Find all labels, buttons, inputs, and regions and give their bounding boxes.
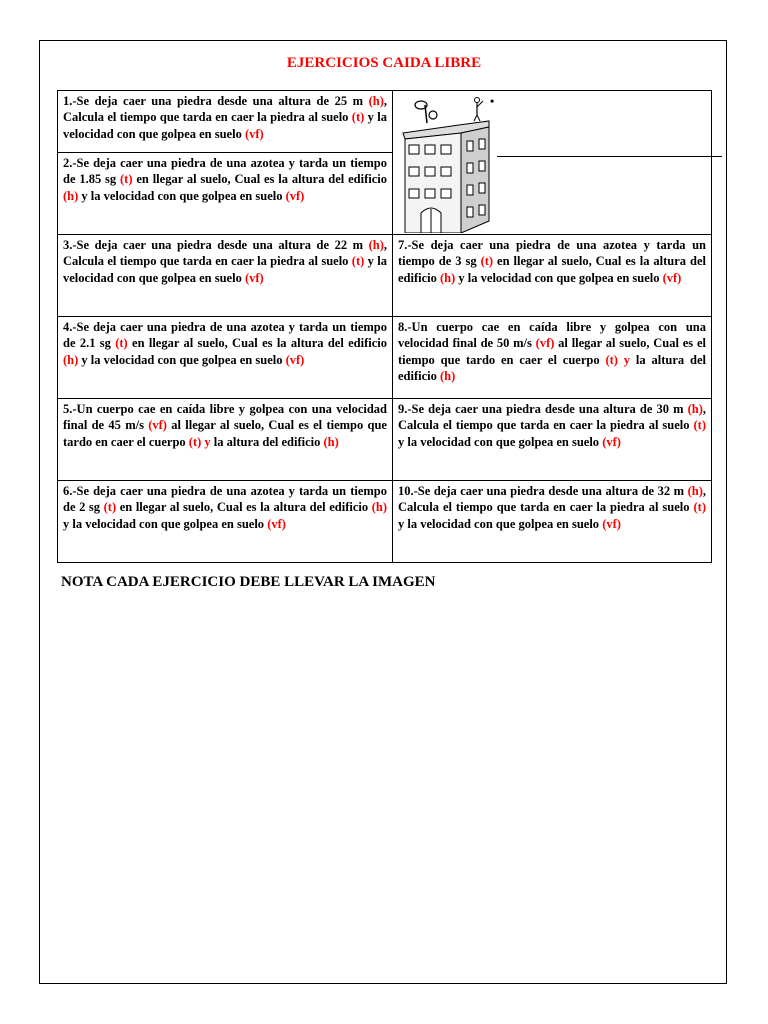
exercise-text: y la velocidad con que golpea en suelo (78, 352, 286, 367)
exercise-text: y la velocidad con que golpea en suelo (63, 110, 387, 141)
variable-symbol: (h) (323, 434, 339, 449)
exercise-text: y la velocidad con que golpea en suelo (398, 516, 603, 531)
exercise-text: 7.-Se deja caer una piedra de una azotea y tarda un tiempo de 3 sg (398, 238, 706, 269)
variable-symbol: (t) (351, 110, 365, 125)
exercise-2 (58, 153, 393, 235)
exercise-9 (393, 399, 712, 481)
exercise-10 (393, 481, 712, 563)
exercise-text: 3.-Se deja caer una piedra desde una altura de 22 m (63, 238, 369, 252)
bullet-mark: • (490, 94, 495, 108)
exercise-text: 10.-Se deja caer una piedra desde una altura de 32 m (398, 484, 688, 498)
variable-symbol: (vf) (244, 270, 264, 285)
exercise-text: y la velocidad con que golpea en suelo (63, 254, 387, 285)
page-title: EJERCICIOS CAIDA LIBRE (286, 55, 482, 71)
variable-symbol: (h) (63, 188, 79, 203)
variable-symbol: (vf) (602, 516, 621, 531)
exercise-6 (58, 481, 393, 563)
variable-symbol: (t) (115, 336, 128, 351)
exercise-text: la altura del edificio (210, 434, 324, 449)
variable-symbol: (t) y (188, 434, 211, 449)
variable-symbol: (h) (440, 270, 456, 285)
exercise-1 (58, 91, 393, 153)
variable-symbol: (vf) (285, 188, 305, 203)
exercise-text: 5.-Un cuerpo cae en caída libre y golpea con una velocidad final de 45 m/s (63, 402, 387, 433)
exercise-text: y la velocidad con que golpea en suelo (455, 270, 663, 285)
variable-symbol: (vf) (244, 126, 264, 141)
exercise-text: en llegar al suelo, Cual es la altura del edificio (116, 500, 372, 515)
divider-line (497, 156, 722, 157)
exercise-text: 1.-Se deja caer una piedra desde una altura de 25 m (63, 94, 369, 108)
exercise-3 (58, 235, 393, 317)
exercise-text: 6.-Se deja caer una piedra de una azotea y tarda un tiempo de 2 sg (63, 484, 387, 515)
exercise-text: al llegar al suelo, Cual es el tiempo que tardo en caer el cuerpo (398, 336, 706, 367)
exercise-text: y la velocidad con que golpea en suelo (63, 516, 268, 531)
note-text: NOTA CADA EJERCICIO DEBE LLEVAR LA IMAGEN (61, 574, 436, 590)
variable-symbol: (h) (440, 369, 456, 384)
exercise-5 (58, 399, 393, 481)
variable-symbol: (t) (351, 254, 365, 269)
variable-symbol: (t) (693, 418, 706, 433)
exercise-7 (393, 235, 712, 317)
variable-symbol: (t) (120, 172, 133, 187)
exercise-text: en llegar al suelo, Cual es la altura del edificio (127, 336, 387, 351)
exercise-text: y la velocidad con que golpea en suelo (398, 434, 603, 449)
exercise-8 (393, 317, 712, 399)
exercise-text: y la velocidad con que golpea en suelo (78, 188, 286, 203)
variable-symbol: (h) (63, 352, 79, 367)
exercise-text: , Calcula el tiempo que tarda en caer la piedra al suelo (63, 94, 387, 125)
variable-symbol: (vf) (662, 270, 682, 285)
variable-symbol: (h) (368, 238, 384, 252)
variable-symbol: (vf) (267, 516, 286, 531)
variable-symbol: (t) (480, 254, 494, 269)
exercise-text: en llegar al suelo, Cual es la altura del edificio (398, 254, 707, 285)
variable-symbol: (h) (368, 94, 384, 108)
exercise-4 (58, 317, 393, 399)
exercise-text: 8.-Un cuerpo cae en caída libre y golpea con una velocidad final de 50 m/s (398, 320, 706, 351)
variable-symbol: (h) (687, 484, 703, 498)
variable-symbol: (vf) (602, 434, 621, 449)
variable-symbol: (vf) (535, 336, 555, 351)
image-cell (393, 91, 712, 235)
variable-symbol: (t) (103, 500, 117, 515)
exercise-table (57, 90, 712, 563)
exercise-text: la altura del edificio (398, 352, 706, 384)
variable-symbol: (t) y (605, 352, 631, 367)
exercise-text: , Calcula el tiempo que tarda en caer la piedra al suelo (398, 402, 706, 433)
variable-symbol: (h) (687, 402, 703, 416)
exercise-text: , Calcula el tiempo que tarda en caer la piedra al suelo (398, 484, 706, 515)
exercise-text: 2.-Se deja caer una piedra de una azotea y tarda un tiempo de 1.85 sg (63, 156, 387, 187)
exercise-text: en llegar al suelo, Cual es la altura del edificio (132, 172, 387, 187)
variable-symbol: (vf) (285, 352, 305, 367)
variable-symbol: (vf) (148, 418, 167, 433)
variable-symbol: (h) (371, 500, 387, 515)
exercise-text: , Calcula el tiempo que tarda en caer la piedra al suelo (63, 238, 387, 269)
variable-symbol: (t) (693, 500, 706, 515)
exercise-text: al llegar al suelo, Cual es el tiempo que tardo en caer el cuerpo (63, 418, 387, 449)
exercise-text: 4.-Se deja caer una piedra de una azotea y tarda un tiempo de 2.1 sg (63, 320, 387, 351)
exercise-text: 9.-Se deja caer una piedra desde una altura de 30 m (398, 402, 688, 416)
building-illustration (397, 93, 507, 233)
